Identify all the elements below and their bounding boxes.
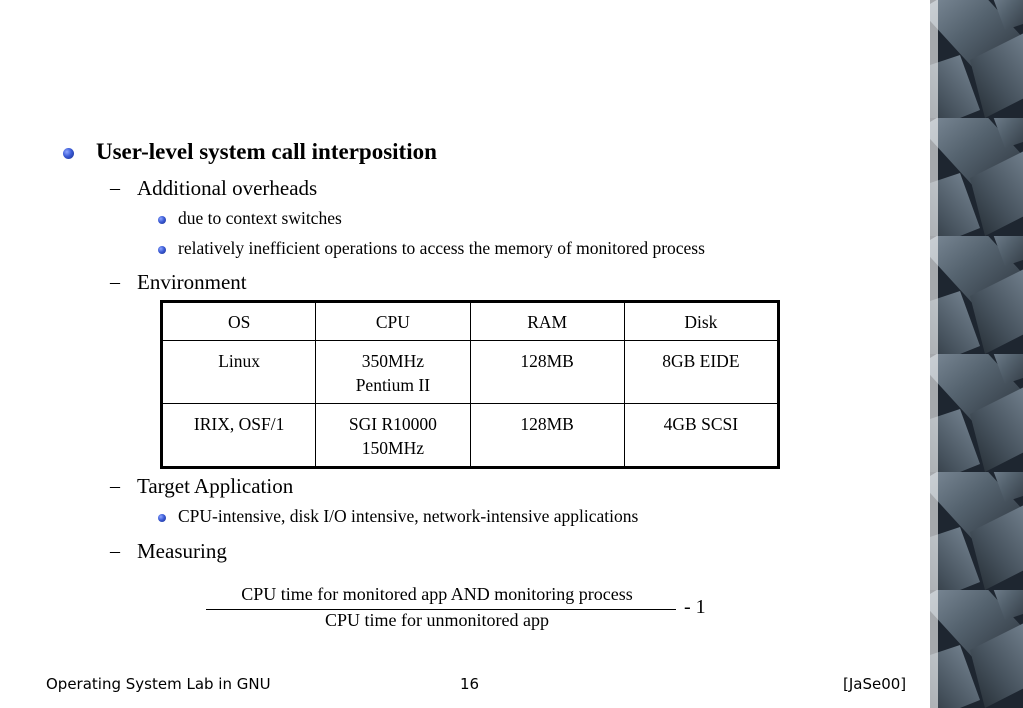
table-cell-ram: 128MB [470,341,624,404]
woven-texture-image [930,0,1023,708]
sub-point: relatively inefficient operations to access the memory of monitored process [178,238,705,258]
footer-title: Operating System Lab in GNU [46,675,271,693]
slide-heading: User-level system call interposition [96,139,437,164]
footer-citation: [JaSe00] [843,675,907,693]
formula-denominator: CPU time for unmonitored app [325,610,549,630]
dash-bullet-icon: – [110,271,120,293]
sub-point: CPU-intensive, disk I/O intensive, network-intensive applications [178,506,639,526]
table-row [162,404,779,468]
table-cell-ram: 128MB [470,404,624,468]
bullet-dot-icon [158,216,166,224]
table-header-cell: OS [162,302,316,341]
section-label: Environment [137,270,247,294]
bullet-dot-icon [158,246,166,254]
dash-bullet-icon: – [110,540,120,562]
section-label: Additional overheads [137,176,318,200]
page-number: 16 [460,675,480,693]
table-cell-os: IRIX, OSF/1 [162,404,316,468]
table-cell-cpu [316,341,470,404]
environment-table [160,300,780,469]
cpu-line: 350MHz [361,351,424,371]
table-cell-os: Linux [162,341,316,404]
formula-numerator: CPU time for monitored app AND monitoring process [241,584,633,604]
formula-suffix: - 1 [684,596,706,618]
dash-bullet-icon: – [110,475,120,497]
bullet-dot-icon [63,148,74,159]
decorative-side-strip [930,0,1023,708]
bullet-dot-icon [158,514,166,522]
cpu-line: SGI R10000 [348,414,437,434]
table-cell-cpu [316,404,470,468]
table-row [162,341,779,404]
table-cell-disk: 4GB SCSI [624,404,778,468]
table-header-cell: CPU [316,302,470,341]
section-label: Target Application [137,474,294,498]
section-label: Measuring [137,539,227,563]
cpu-line: 150MHz [361,438,424,458]
table-header-row [162,302,779,341]
table-cell-disk: 8GB EIDE [624,341,778,404]
table-header-cell: Disk [624,302,778,341]
sub-point: due to context switches [178,208,342,228]
table-header-cell: RAM [470,302,624,341]
dash-bullet-icon: – [110,177,120,199]
cpu-line: Pentium II [355,375,431,395]
